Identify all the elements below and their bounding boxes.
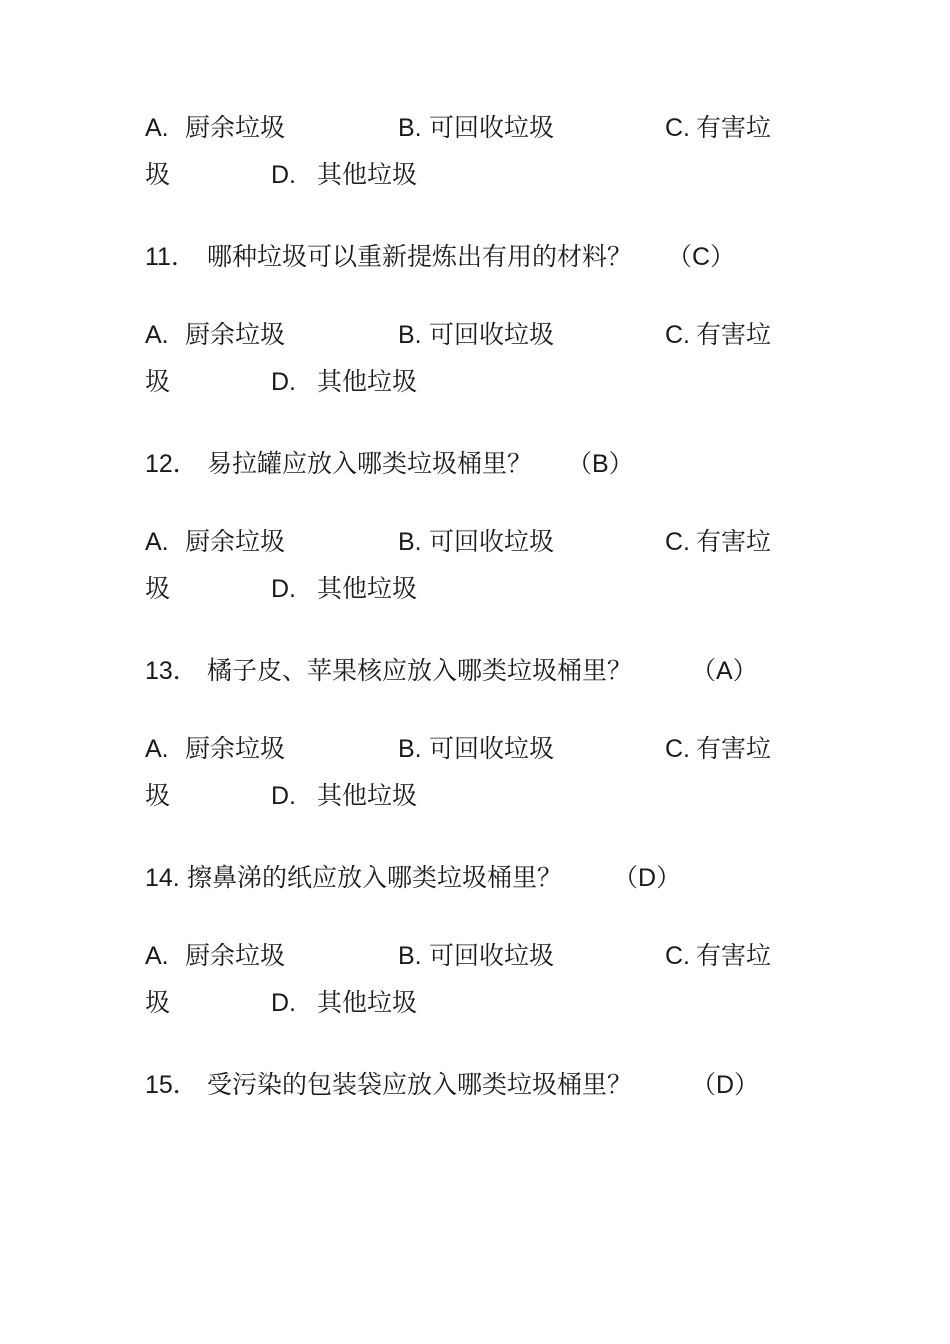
- option-b-label: B.: [398, 528, 422, 556]
- option-c-wrap: 圾: [145, 781, 171, 810]
- option-d-text: 其他垃圾: [317, 574, 418, 603]
- option-c-wrap: 圾: [145, 367, 171, 396]
- option-c-wrap: 圾: [145, 988, 171, 1017]
- option-a-label: A.: [145, 321, 169, 349]
- option-c-label: C.: [665, 735, 690, 763]
- option-c-label: C.: [665, 321, 690, 349]
- option-b-text: 可回收垃圾: [429, 941, 555, 970]
- option-c-label: C.: [665, 114, 690, 142]
- option-c-wrap: 圾: [145, 574, 171, 603]
- option-b-label: B.: [398, 735, 422, 763]
- question-text: 受污染的包装袋应放入哪类垃圾桶里？: [207, 1070, 633, 1099]
- option-a-label: A.: [145, 114, 169, 142]
- option-b-text: 可回收垃圾: [429, 527, 555, 556]
- option-a-text: 厨余垃圾: [185, 113, 286, 142]
- question-text: 橘子皮、苹果核应放入哪类垃圾桶里？: [207, 656, 633, 685]
- question-answer: （D）: [613, 864, 682, 892]
- option-d-label: D.: [271, 782, 296, 810]
- question-answer: （A）: [691, 657, 758, 685]
- option-d-label: D.: [271, 161, 296, 189]
- option-d-text: 其他垃圾: [317, 160, 418, 189]
- option-c-text: 有害垃: [696, 941, 772, 970]
- option-a-label: A.: [145, 942, 169, 970]
- option-d-label: D.: [271, 989, 296, 1017]
- option-a-label: A.: [145, 735, 169, 763]
- option-b-label: B.: [398, 321, 422, 349]
- question-answer: （C）: [667, 243, 736, 271]
- question-answer: （D）: [691, 1071, 760, 1099]
- option-c-text: 有害垃: [696, 734, 772, 763]
- option-d-label: D.: [271, 368, 296, 396]
- option-c-label: C.: [665, 528, 690, 556]
- option-d-text: 其他垃圾: [317, 367, 418, 396]
- option-b-text: 可回收垃圾: [429, 320, 555, 349]
- option-c-wrap: 圾: [145, 160, 171, 189]
- question-answer: （B）: [567, 450, 634, 478]
- question-number: 12．: [145, 450, 198, 478]
- option-b-text: 可回收垃圾: [429, 734, 555, 763]
- question-number: 15．: [145, 1071, 198, 1099]
- option-d-text: 其他垃圾: [317, 988, 418, 1017]
- option-a-label: A.: [145, 528, 169, 556]
- option-c-text: 有害垃: [696, 527, 772, 556]
- option-a-text: 厨余垃圾: [185, 734, 286, 763]
- option-b-label: B.: [398, 942, 422, 970]
- question-number: 13．: [145, 657, 198, 685]
- question-number: 14.: [145, 864, 180, 892]
- option-b-text: 可回收垃圾: [429, 113, 555, 142]
- option-c-text: 有害垃: [696, 113, 772, 142]
- question-text: 易拉罐应放入哪类垃圾桶里？: [207, 449, 533, 478]
- option-a-text: 厨余垃圾: [185, 941, 286, 970]
- question-text: 擦鼻涕的纸应放入哪类垃圾桶里？: [187, 863, 563, 892]
- option-b-label: B.: [398, 114, 422, 142]
- option-d-text: 其他垃圾: [317, 781, 418, 810]
- option-a-text: 厨余垃圾: [185, 527, 286, 556]
- option-c-label: C.: [665, 942, 690, 970]
- option-d-label: D.: [271, 575, 296, 603]
- option-a-text: 厨余垃圾: [185, 320, 286, 349]
- question-number: 11．: [145, 243, 196, 271]
- question-text: 哪种垃圾可以重新提炼出有用的材料？: [207, 242, 633, 271]
- option-c-text: 有害垃: [696, 320, 772, 349]
